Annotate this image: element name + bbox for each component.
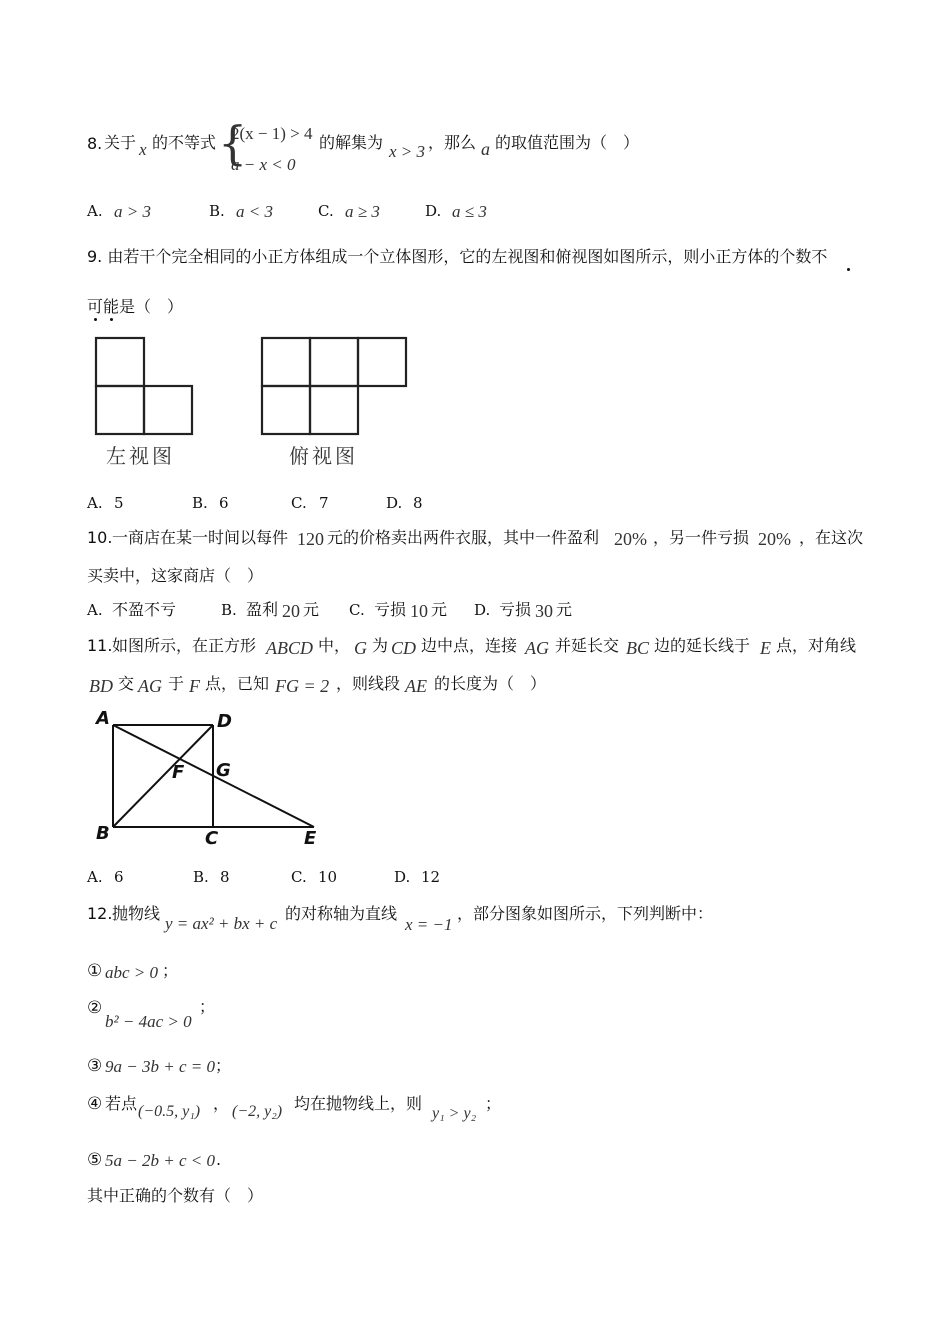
q9-option-b: 6 <box>219 494 229 512</box>
q11-option-a-label: A. <box>87 868 103 886</box>
q10-number: 10. <box>87 528 113 547</box>
left-view-label: 左视图 <box>106 444 175 468</box>
q12-statement-2: b² − 4ac > 0 <box>105 1012 192 1031</box>
q11-side-bc: BC <box>626 638 650 658</box>
q11-text-3: 为 <box>372 636 389 655</box>
q12-equation: y = ax² + bx + c <box>165 914 278 933</box>
q12-statement-4-mark: ④ <box>87 1094 103 1114</box>
segment-bd <box>113 725 213 827</box>
q12-text-3: ，部分图象如图所示，下列判断中： <box>457 904 714 923</box>
q11-option-b: 8 <box>220 868 230 886</box>
q10-option-a-label: A. <box>87 601 103 619</box>
q10-option-d-unit: 元 <box>556 600 573 619</box>
q9-option-b-label: B. <box>192 494 208 512</box>
q12-number: 12. <box>87 904 113 923</box>
q11-text-11: ，则线段 <box>336 674 401 693</box>
label-d: D <box>217 711 232 732</box>
q12-statement-1-mark: ① <box>87 961 103 981</box>
q11-text-10: 点，已知 <box>205 674 270 693</box>
q9-option-d: 8 <box>413 494 423 512</box>
q8-text-3: 的解集为 <box>319 133 384 152</box>
q11-square-figure <box>90 706 330 848</box>
top-view-square <box>262 338 310 386</box>
q9-option-a: 5 <box>114 494 124 512</box>
q8-number: 8. <box>87 134 103 153</box>
q12-statement-3-mark: ③ <box>87 1056 103 1076</box>
q12-text-2: 的对称轴为直线 <box>285 904 398 923</box>
q9-option-d-label: D. <box>386 494 403 512</box>
q10-option-b-label: B. <box>221 601 237 619</box>
q12-statement-4-end: ； <box>485 1094 502 1113</box>
q8-option-c-label: C. <box>318 202 334 220</box>
label-g: G <box>216 760 231 781</box>
q12-statement-5-mark: ⑤ <box>87 1150 103 1170</box>
left-view-square <box>144 386 192 434</box>
q11-segment-ag: AG <box>525 638 549 658</box>
q10-percent-1: 20% <box>614 529 647 549</box>
q8-text-4: ，那么 <box>428 133 477 152</box>
q9-option-c-label: C. <box>291 494 307 512</box>
q9-emphasis-dot-1 <box>847 268 850 271</box>
q12-axis: x = −1 <box>405 915 453 934</box>
q9-emphasis-dot-2 <box>94 318 97 321</box>
top-view-square <box>310 386 358 434</box>
q8-text-5: 的取值范围为（ ） <box>495 133 640 152</box>
top-view-square <box>310 338 358 386</box>
q12-statement-4-text-2: 均在抛物线上，则 <box>294 1094 423 1113</box>
q11-text-6: 边的延长线于 <box>654 636 751 655</box>
q9-views-figure <box>90 332 420 474</box>
q11-segment-ag-2: AG <box>138 676 162 696</box>
q11-option-c-label: C. <box>291 868 307 886</box>
q11-text-5: 并延长交 <box>555 636 620 655</box>
q10-option-a: 不盈不亏 <box>112 600 177 619</box>
top-view-square <box>358 338 406 386</box>
q8-option-a-label: A. <box>87 202 103 220</box>
q10-option-d-label: D. <box>474 601 491 619</box>
q8-var-a: a <box>481 139 490 159</box>
top-view-label: 俯视图 <box>289 444 358 468</box>
q8-option-a: a > 3 <box>114 202 151 221</box>
q8-text-2: 的不等式 <box>152 133 217 152</box>
q11-square-name: ABCD <box>266 638 313 658</box>
q12-statement-1: abc > 0 <box>105 963 159 982</box>
label-a: A <box>96 708 110 729</box>
q9-option-c: 7 <box>319 494 329 512</box>
q11-point-g: G <box>354 638 367 658</box>
q11-diagonal-bd: BD <box>89 676 113 696</box>
q8-option-c: a ≥ 3 <box>345 202 380 221</box>
q11-text-4: 边中点，连接 <box>421 636 518 655</box>
q12-statement-4-text-1: 若点 <box>105 1094 138 1113</box>
q11-text-9: 于 <box>168 674 185 693</box>
q10-option-c-prefix: 亏损 <box>374 600 407 619</box>
q8-var-x: x <box>139 140 147 159</box>
q9-option-a-label: A. <box>87 494 103 512</box>
q10-option-c-number: 10 <box>410 601 428 621</box>
q8-system-brace: { <box>218 116 248 170</box>
q11-point-e: E <box>760 638 771 658</box>
q12-statement-3-end: ； <box>215 1056 232 1075</box>
label-e: E <box>304 828 317 848</box>
q12-statement-4-relation: y₁ > y₂ <box>432 1105 477 1122</box>
q11-text-7: 点，对角线 <box>776 636 857 655</box>
q11-fg-value: FG = 2 <box>275 676 330 696</box>
q12-statement-2-end: ； <box>199 997 216 1016</box>
q11-segment-ae: AE <box>405 676 427 696</box>
q10-text-2: 元的价格卖出两件衣服，其中一件盈利 <box>327 528 600 547</box>
q11-option-c: 10 <box>318 868 338 886</box>
q10-text-1: 一商店在某一时间以每件 <box>112 528 289 547</box>
q10-text-3: ，另一件亏损 <box>653 528 750 547</box>
q8-inequality-1: 2(x − 1) > 4 <box>231 124 313 143</box>
q10-option-b-number: 20 <box>282 601 300 621</box>
q8-option-b: a < 3 <box>236 202 273 221</box>
q12-text-1: 抛物线 <box>112 904 161 923</box>
q8-solution: x > 3 <box>389 142 426 161</box>
label-c: C <box>205 828 219 848</box>
q12-statement-4-point-1: (−0.5, y₁) <box>138 1103 201 1120</box>
q10-option-c-label: C. <box>349 601 365 619</box>
q12-statement-2-mark: ② <box>87 998 103 1018</box>
q8-inequality-2: a − x < 0 <box>231 155 296 174</box>
q11-text-12: 的长度为（ ） <box>434 674 547 693</box>
q10-option-d-prefix: 亏损 <box>499 600 532 619</box>
q12-statement-3: 9a − 3b + c = 0 <box>105 1057 215 1076</box>
label-b: B <box>96 823 110 844</box>
q11-text-2: 中， <box>318 636 351 655</box>
q10-price: 120 <box>297 529 324 549</box>
q11-option-a: 6 <box>114 868 124 886</box>
q8-option-d: a ≤ 3 <box>452 202 487 221</box>
q12-question: 其中正确的个数有（ ） <box>87 1186 264 1205</box>
q12-statement-5: 5a − 2b + c < 0 <box>105 1151 215 1170</box>
q11-text-1: 如图所示，在正方形 <box>112 636 257 655</box>
q11-option-d-label: D. <box>394 868 411 886</box>
q9-text-line-1: 9. 由若干个完全相同的小正方体组成一个立体图形，它的左视图和俯视图如图所示，则小正方体的个数不 <box>87 247 828 266</box>
q10-option-b-prefix: 盈利 <box>246 600 279 619</box>
q11-text-8: 交 <box>118 674 135 693</box>
q12-statement-1-end: ； <box>162 961 179 980</box>
top-view-square <box>262 386 310 434</box>
q9-text-line-2: 可能是（ ） <box>87 297 184 316</box>
left-view-square <box>96 386 144 434</box>
q9-emphasis-dot-3 <box>110 318 113 321</box>
q10-text-4: ，在这次 <box>799 528 864 547</box>
q8-option-d-label: D. <box>425 202 442 220</box>
label-f: F <box>172 762 185 783</box>
q11-side-cd: CD <box>391 638 417 658</box>
q10-text-line-2: 买卖中，这家商店（ ） <box>87 566 264 585</box>
q10-option-b-unit: 元 <box>303 600 320 619</box>
q8-option-b-label: B. <box>209 202 225 220</box>
q11-number: 11. <box>87 636 113 655</box>
q11-option-b-label: B. <box>193 868 209 886</box>
q12-statement-4-point-2: (−2, y₂) <box>232 1103 283 1120</box>
q11-point-f: F <box>189 676 200 696</box>
q12-statement-5-end: . <box>216 1150 222 1169</box>
q10-option-d-number: 30 <box>535 601 553 621</box>
q10-percent-2: 20% <box>758 529 791 549</box>
q12-statement-4-comma: ， <box>213 1094 230 1113</box>
q10-option-c-unit: 元 <box>431 600 448 619</box>
q8-text-1: 关于 <box>104 133 137 152</box>
left-view-square <box>96 338 144 386</box>
q11-option-d: 12 <box>421 868 441 886</box>
